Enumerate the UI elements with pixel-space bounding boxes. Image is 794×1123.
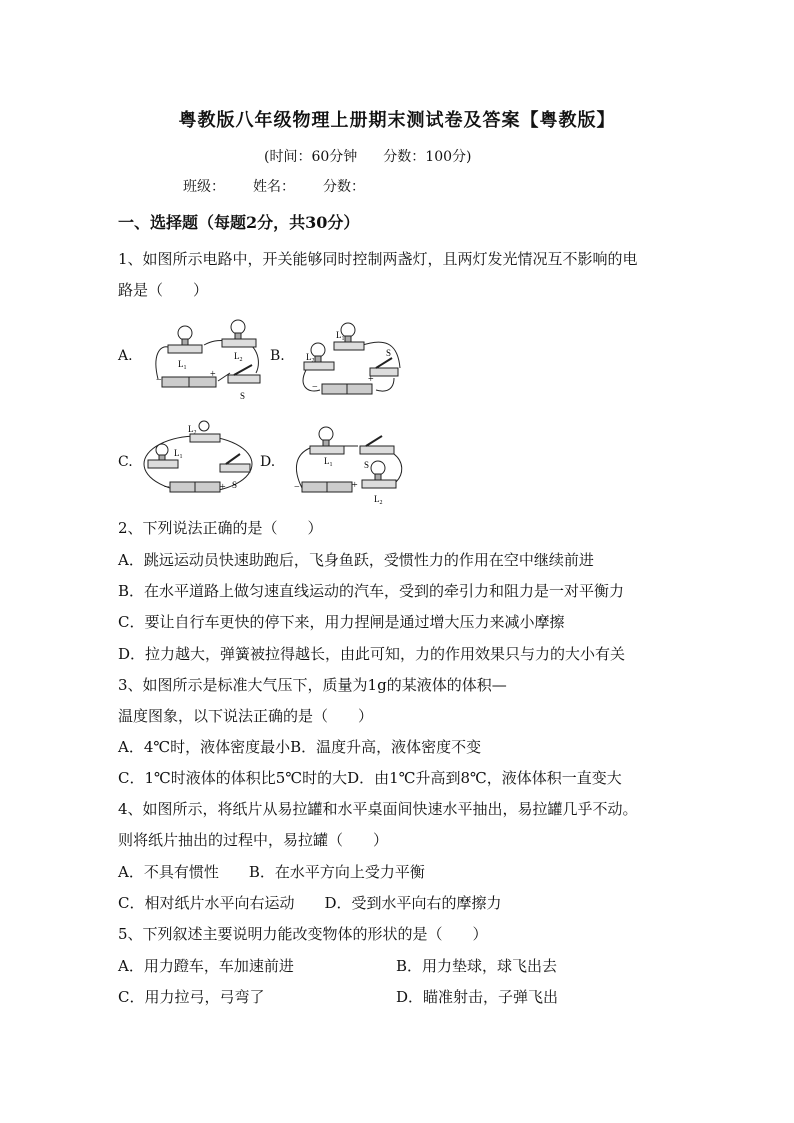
exam-meta	[264, 146, 497, 166]
class-label: 班级：	[183, 179, 225, 195]
points-label: 分数：	[323, 179, 365, 195]
q1-stem-line1: 1、如图所示电路中，开关能够同时控制两盏灯，且两灯发光情况互不影响的电	[118, 250, 638, 268]
q5-option-a: A．用力蹬车，车加速前进	[118, 957, 294, 975]
q1-option-b-label: B.	[270, 348, 285, 364]
circuit-b-figure	[298, 316, 410, 402]
circuit-a-figure	[148, 315, 270, 407]
q1-option-a-label: A.	[118, 348, 133, 364]
circuit-c-minus: −	[164, 482, 170, 493]
circuit-b-l1: $L_1$	[336, 330, 345, 342]
q2-option-b: B．在水平道路上做匀速直线运动的汽车，受到的牵引力和阻力是一对平衡力	[118, 582, 625, 600]
q4-options-ab: A．不具有惯性 B．在水平方向上受力平衡	[118, 863, 425, 881]
circuit-c-s: S	[232, 480, 238, 490]
circuit-a-plus: +	[210, 369, 216, 380]
circuit-d-minus: −	[294, 482, 300, 493]
circuit-c-figure	[140, 420, 264, 504]
circuit-d-plus: +	[352, 480, 358, 491]
q5-option-b: B．用力垫球，球飞出去	[396, 957, 558, 975]
q2-stem: 2、下列说法正确的是（ ）	[118, 519, 323, 537]
circuit-d-s: S	[364, 460, 370, 470]
circuit-a-l2: $L_2$	[234, 351, 243, 363]
circuit-c-plus: +	[220, 482, 226, 493]
circuit-b-l2: $L_2$	[306, 352, 315, 364]
circuit-d-l2: $L_2$	[374, 494, 383, 506]
q4-options-cd: C．相对纸片水平向右运动 D．受到水平向右的摩擦力	[118, 894, 502, 912]
section-title: 一、选择题（每题2分，共30分）	[118, 213, 360, 232]
circuit-a-minus: −	[156, 375, 162, 386]
q1-option-d-label: D.	[260, 454, 276, 470]
q2-option-c: C．要让自行车更快的停下来，用力捏闸是通过增大压力来减小摩擦	[118, 613, 565, 631]
circuit-c-l1: $L_1$	[174, 448, 183, 460]
page-title: 粤教版八年级物理上册期末测试卷及答案【粤教版】	[178, 110, 616, 131]
q2-option-d: D．拉力越大，弹簧被拉得越长，由此可知，力的作用效果只与力的大小有关	[118, 645, 626, 663]
q1-option-c-label: C.	[118, 454, 133, 470]
q4-stem-line2: 则将纸片抽出的过程中，易拉罐（ ）	[118, 831, 389, 849]
name-label: 姓名：	[253, 179, 295, 195]
q3-options-cd: C．1℃时液体的体积比5℃时的大D．由1℃升高到8℃，液体体积一直变大	[118, 769, 622, 787]
q3-stem-line1: 3、如图所示是标准大气压下，质量为1g的某液体的体积—	[118, 676, 507, 694]
q5-option-d: D．瞄准射击，子弹飞出	[396, 988, 559, 1006]
circuit-b-minus: −	[312, 382, 318, 393]
q1-stem-line2: 路是（ ）	[118, 281, 209, 299]
circuit-d-figure	[288, 418, 410, 508]
exam-score: 分数：100分)	[383, 149, 472, 165]
circuit-a-l1: $L_1$	[178, 359, 187, 371]
q5-stem: 5、下列叙述主要说明力能改变物体的形状的是（ ）	[118, 925, 488, 943]
q5-option-c: C．用力拉弓，弓弯了	[118, 988, 265, 1006]
student-info	[183, 176, 393, 196]
circuit-d-l1: $L_1$	[324, 456, 333, 468]
circuit-b-s: S	[386, 348, 392, 358]
circuit-b-plus: +	[368, 374, 374, 385]
q4-stem-line1: 4、如图所示，将纸片从易拉罐和水平桌面间快速水平抽出，易拉罐几乎不动。	[118, 800, 638, 818]
q3-options-ab: A．4℃时，液体密度最小B．温度升高，液体密度不变	[118, 738, 482, 756]
exam-time: (时间：60分钟	[264, 149, 358, 165]
circuit-c-l2: $L_2$	[188, 424, 197, 436]
circuit-a-s: S	[240, 391, 246, 401]
q3-stem-line2: 温度图象，以下说法正确的是（ ）	[118, 707, 374, 725]
q2-option-a: A．跳远运动员快速助跑后，飞身鱼跃，受惯性力的作用在空中继续前进	[118, 551, 594, 569]
